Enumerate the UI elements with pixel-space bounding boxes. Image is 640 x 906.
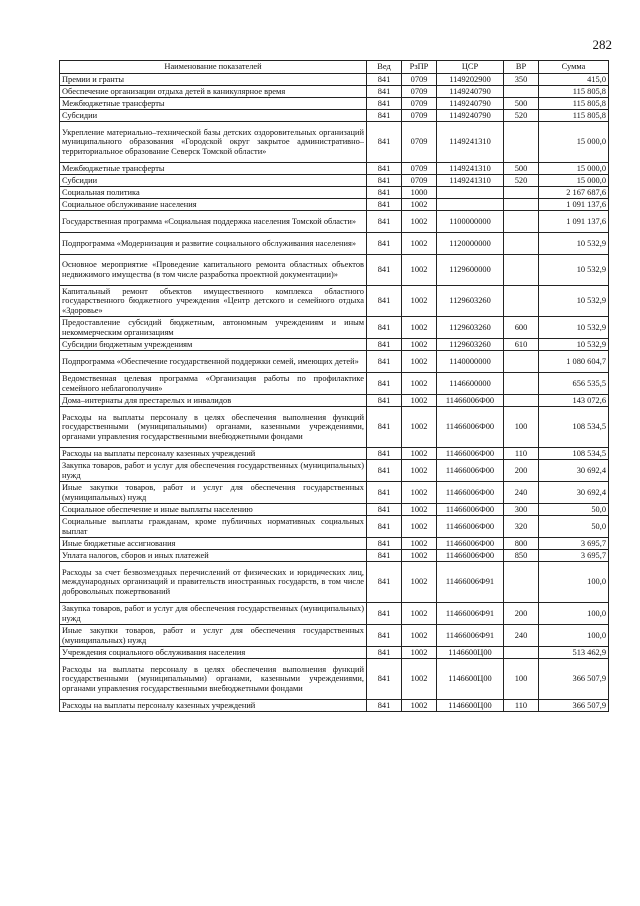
row-name-cell: Субсидии [60, 110, 367, 122]
row-csr-cell: 1149241310 [437, 175, 504, 187]
row-rzpr-cell: 0709 [402, 175, 437, 187]
row-sum-cell: 10 532,9 [539, 255, 609, 286]
row-name-cell: Подпрограмма «Обеспечение государственной поддержки семей, имеющих детей» [60, 351, 367, 373]
header-name: Наименование показателей [60, 61, 367, 74]
row-ved-cell: 841 [367, 233, 402, 255]
row-ved-cell: 841 [367, 448, 402, 460]
row-vr-cell: 520 [504, 110, 539, 122]
row-ved-cell: 841 [367, 286, 402, 317]
row-csr-cell: 1146600000 [437, 373, 504, 395]
table-row [60, 625, 609, 647]
row-ved-cell: 841 [367, 482, 402, 504]
row-csr-cell: 11466006Ф00 [437, 550, 504, 562]
row-name-cell: Межбюджетные трансферты [60, 98, 367, 110]
row-rzpr-cell: 0709 [402, 86, 437, 98]
row-sum-cell: 50,0 [539, 504, 609, 516]
row-rzpr-cell: 1002 [402, 460, 437, 482]
row-name-cell: Обеспечение организации отдыха детей в каникулярное время [60, 86, 367, 98]
row-csr-cell: 1129603260 [437, 339, 504, 351]
row-sum-cell: 366 507,9 [539, 700, 609, 712]
row-rzpr-cell: 1002 [402, 482, 437, 504]
row-ved-cell: 841 [367, 647, 402, 659]
row-ved-cell: 841 [367, 516, 402, 538]
header-csr: ЦСР [437, 61, 504, 74]
row-ved-cell: 841 [367, 317, 402, 339]
table-row [60, 317, 609, 339]
row-name-cell: Субсидии [60, 175, 367, 187]
row-rzpr-cell: 1002 [402, 395, 437, 407]
row-csr-cell: 11466006Ф00 [437, 460, 504, 482]
row-sum-cell: 1 091 137,6 [539, 211, 609, 233]
row-csr-cell: 11466006Ф91 [437, 562, 504, 603]
table-row [60, 163, 609, 175]
row-sum-cell: 50,0 [539, 516, 609, 538]
row-vr-cell: 200 [504, 603, 539, 625]
row-csr-cell: 11466006Ф00 [437, 516, 504, 538]
table-row [60, 175, 609, 187]
row-csr-cell: 1120000000 [437, 233, 504, 255]
table-header [60, 61, 609, 74]
row-ved-cell: 841 [367, 550, 402, 562]
page-number: 282 [592, 37, 612, 52]
row-rzpr-cell: 0709 [402, 110, 437, 122]
row-vr-cell: 300 [504, 504, 539, 516]
row-name-cell: Подпрограмма «Модернизация и развитие социального обслуживания населения» [60, 233, 367, 255]
row-csr-cell: 1129603260 [437, 286, 504, 317]
row-ved-cell: 841 [367, 339, 402, 351]
row-csr-cell: 1146600Ц00 [437, 647, 504, 659]
row-sum-cell: 30 692,4 [539, 482, 609, 504]
row-name-cell: Основное мероприятие «Проведение капитального ремонта областных объектов недвижимого имущества (в том числе разработка проектной документации)» [60, 255, 367, 286]
row-vr-cell [504, 199, 539, 211]
table-row [60, 516, 609, 538]
row-rzpr-cell: 1002 [402, 647, 437, 659]
row-ved-cell: 841 [367, 211, 402, 233]
row-rzpr-cell: 1002 [402, 373, 437, 395]
row-rzpr-cell: 1002 [402, 538, 437, 550]
row-name-cell: Укрепление материально–технической базы детских оздоровительных организаций муниципального образования «Городской округ закрытое административно–территориальное образование Северск Томской области» [60, 122, 367, 163]
row-sum-cell: 3 695,7 [539, 538, 609, 550]
row-vr-cell: 240 [504, 625, 539, 647]
row-name-cell: Уплата налогов, сборов и иных платежей [60, 550, 367, 562]
table-row [60, 407, 609, 448]
row-sum-cell: 415,0 [539, 74, 609, 86]
row-csr-cell: 1146600Ц00 [437, 659, 504, 700]
row-ved-cell: 841 [367, 504, 402, 516]
row-rzpr-cell: 0709 [402, 122, 437, 163]
row-name-cell: Социальная политика [60, 187, 367, 199]
row-rzpr-cell: 1002 [402, 211, 437, 233]
table-row [60, 373, 609, 395]
row-name-cell: Премии и гранты [60, 74, 367, 86]
row-vr-cell: 110 [504, 448, 539, 460]
row-sum-cell: 108 534,5 [539, 407, 609, 448]
row-name-cell: Межбюджетные трансферты [60, 163, 367, 175]
row-rzpr-cell: 1002 [402, 286, 437, 317]
row-vr-cell: 850 [504, 550, 539, 562]
row-vr-cell [504, 211, 539, 233]
row-vr-cell: 320 [504, 516, 539, 538]
row-rzpr-cell: 1000 [402, 187, 437, 199]
row-sum-cell: 10 532,9 [539, 339, 609, 351]
row-vr-cell [504, 255, 539, 286]
table-row [60, 448, 609, 460]
row-sum-cell: 513 462,9 [539, 647, 609, 659]
row-vr-cell [504, 562, 539, 603]
row-name-cell: Социальное обслуживание населения [60, 199, 367, 211]
table-row [60, 395, 609, 407]
row-ved-cell: 841 [367, 199, 402, 211]
row-sum-cell: 115 805,8 [539, 86, 609, 98]
table-row [60, 211, 609, 233]
row-sum-cell: 656 535,5 [539, 373, 609, 395]
row-name-cell: Расходы на выплаты персоналу казенных учреждений [60, 700, 367, 712]
row-ved-cell: 841 [367, 700, 402, 712]
row-rzpr-cell: 0709 [402, 163, 437, 175]
row-csr-cell: 1146600Ц00 [437, 700, 504, 712]
row-ved-cell: 841 [367, 86, 402, 98]
row-sum-cell: 1 091 137,6 [539, 199, 609, 211]
table-row [60, 233, 609, 255]
table-row [60, 86, 609, 98]
row-rzpr-cell: 1002 [402, 625, 437, 647]
row-vr-cell: 610 [504, 339, 539, 351]
row-vr-cell: 350 [504, 74, 539, 86]
row-vr-cell: 240 [504, 482, 539, 504]
row-ved-cell: 841 [367, 175, 402, 187]
row-rzpr-cell: 1002 [402, 562, 437, 603]
table-row [60, 98, 609, 110]
row-rzpr-cell: 1002 [402, 603, 437, 625]
row-ved-cell: 841 [367, 110, 402, 122]
header-sum: Сумма [539, 61, 609, 74]
row-vr-cell [504, 395, 539, 407]
row-vr-cell [504, 86, 539, 98]
row-sum-cell: 100,0 [539, 603, 609, 625]
row-rzpr-cell: 1002 [402, 700, 437, 712]
row-rzpr-cell: 1002 [402, 317, 437, 339]
row-ved-cell: 841 [367, 538, 402, 550]
row-sum-cell: 15 000,0 [539, 122, 609, 163]
row-sum-cell: 108 534,5 [539, 448, 609, 460]
row-csr-cell: 1149240790 [437, 110, 504, 122]
row-vr-cell [504, 351, 539, 373]
row-rzpr-cell: 1002 [402, 255, 437, 286]
row-name-cell: Социальное обеспечение и иные выплаты населению [60, 504, 367, 516]
row-csr-cell: 11466006Ф00 [437, 482, 504, 504]
table-row [60, 482, 609, 504]
row-ved-cell: 841 [367, 460, 402, 482]
row-name-cell: Иные закупки товаров, работ и услуг для обеспечения государственных (муниципальных) нужд [60, 482, 367, 504]
row-csr-cell: 1140000000 [437, 351, 504, 373]
row-name-cell: Дома–интернаты для престарелых и инвалидов [60, 395, 367, 407]
table-row [60, 122, 609, 163]
row-ved-cell: 841 [367, 562, 402, 603]
row-ved-cell: 841 [367, 659, 402, 700]
row-vr-cell: 100 [504, 407, 539, 448]
row-rzpr-cell: 1002 [402, 550, 437, 562]
row-csr-cell: 1149241310 [437, 122, 504, 163]
header-rzpr: РзПР [402, 61, 437, 74]
row-vr-cell: 600 [504, 317, 539, 339]
row-name-cell: Субсидии бюджетным учреждениям [60, 339, 367, 351]
row-sum-cell: 100,0 [539, 562, 609, 603]
row-name-cell: Предоставление субсидий бюджетным, автономным учреждениям и иным некоммерческим организациям [60, 317, 367, 339]
row-ved-cell: 841 [367, 163, 402, 175]
table-row [60, 700, 609, 712]
row-csr-cell: 11466006Ф91 [437, 603, 504, 625]
row-ved-cell: 841 [367, 122, 402, 163]
row-sum-cell: 1 080 604,7 [539, 351, 609, 373]
row-ved-cell: 841 [367, 74, 402, 86]
table-row [60, 460, 609, 482]
table-row [60, 538, 609, 550]
row-rzpr-cell: 1002 [402, 351, 437, 373]
table-row [60, 110, 609, 122]
budget-table [59, 60, 609, 712]
row-vr-cell: 110 [504, 700, 539, 712]
row-csr-cell: 1149241310 [437, 163, 504, 175]
row-name-cell: Расходы за счет безвозмездных перечислений от физических и юридических лиц, международных организаций и правительств иностранных государств, в том числе добровольных пожертвований [60, 562, 367, 603]
row-sum-cell: 115 805,8 [539, 98, 609, 110]
row-rzpr-cell: 1002 [402, 448, 437, 460]
row-rzpr-cell: 0709 [402, 74, 437, 86]
row-rzpr-cell: 1002 [402, 659, 437, 700]
row-vr-cell: 500 [504, 98, 539, 110]
row-name-cell: Учреждения социального обслуживания населения [60, 647, 367, 659]
row-sum-cell: 30 692,4 [539, 460, 609, 482]
header-vr: ВР [504, 61, 539, 74]
row-sum-cell: 15 000,0 [539, 175, 609, 187]
row-ved-cell: 841 [367, 407, 402, 448]
row-vr-cell [504, 187, 539, 199]
header-ved: Вед [367, 61, 402, 74]
row-vr-cell [504, 286, 539, 317]
table-row [60, 351, 609, 373]
row-csr-cell: 1149240790 [437, 86, 504, 98]
row-vr-cell [504, 647, 539, 659]
row-name-cell: Расходы на выплаты персоналу казенных учреждений [60, 448, 367, 460]
row-ved-cell: 841 [367, 395, 402, 407]
row-ved-cell: 841 [367, 373, 402, 395]
row-ved-cell: 841 [367, 351, 402, 373]
table-row [60, 504, 609, 516]
row-name-cell: Закупка товаров, работ и услуг для обеспечения государственных (муниципальных) нужд [60, 603, 367, 625]
row-csr-cell: 11466006Ф00 [437, 395, 504, 407]
table-row [60, 199, 609, 211]
row-vr-cell: 520 [504, 175, 539, 187]
row-name-cell: Капитальный ремонт объектов имущественного комплекса областного государственного бюджетного учреждения «Центр детского и семейного отдыха «Здоровье» [60, 286, 367, 317]
table-row [60, 647, 609, 659]
row-sum-cell: 15 000,0 [539, 163, 609, 175]
row-sum-cell: 10 532,9 [539, 233, 609, 255]
row-rzpr-cell: 0709 [402, 98, 437, 110]
table-row [60, 339, 609, 351]
table-body [60, 74, 609, 712]
row-csr-cell: 11466006Ф00 [437, 407, 504, 448]
row-name-cell: Расходы на выплаты персоналу в целях обеспечения выполнения функций государственными (муниципальными) органами, казенными учреждениями, органами управления государственными внебюджетными фондами [60, 659, 367, 700]
table-row [60, 659, 609, 700]
row-csr-cell: 1129600000 [437, 255, 504, 286]
row-csr-cell [437, 187, 504, 199]
row-sum-cell: 2 167 687,6 [539, 187, 609, 199]
table-row [60, 550, 609, 562]
row-csr-cell: 1149240790 [437, 98, 504, 110]
row-name-cell: Государственная программа «Социальная поддержка населения Томской области» [60, 211, 367, 233]
row-csr-cell: 11466006Ф91 [437, 625, 504, 647]
row-rzpr-cell: 1002 [402, 339, 437, 351]
row-vr-cell: 800 [504, 538, 539, 550]
row-vr-cell [504, 373, 539, 395]
row-sum-cell: 115 805,8 [539, 110, 609, 122]
row-sum-cell: 366 507,9 [539, 659, 609, 700]
row-rzpr-cell: 1002 [402, 407, 437, 448]
table-row [60, 187, 609, 199]
row-sum-cell: 100,0 [539, 625, 609, 647]
table-row [60, 74, 609, 86]
row-csr-cell: 1129603260 [437, 317, 504, 339]
row-rzpr-cell: 1002 [402, 233, 437, 255]
row-sum-cell: 10 532,9 [539, 317, 609, 339]
row-name-cell: Закупка товаров, работ и услуг для обеспечения государственных (муниципальных) нужд [60, 460, 367, 482]
row-csr-cell: 1100000000 [437, 211, 504, 233]
row-vr-cell: 500 [504, 163, 539, 175]
row-ved-cell: 841 [367, 98, 402, 110]
row-rzpr-cell: 1002 [402, 516, 437, 538]
row-csr-cell [437, 199, 504, 211]
row-name-cell: Иные закупки товаров, работ и услуг для обеспечения государственных (муниципальных) нужд [60, 625, 367, 647]
row-vr-cell [504, 122, 539, 163]
row-csr-cell: 11466006Ф00 [437, 448, 504, 460]
row-sum-cell: 143 072,6 [539, 395, 609, 407]
row-name-cell: Расходы на выплаты персоналу в целях обеспечения выполнения функций государственными (муниципальными) органами, казенными учреждениями, органами управления государственными внебюджетными фондами [60, 407, 367, 448]
row-vr-cell [504, 233, 539, 255]
row-rzpr-cell: 1002 [402, 504, 437, 516]
row-sum-cell: 3 695,7 [539, 550, 609, 562]
table-row [60, 286, 609, 317]
row-ved-cell: 841 [367, 625, 402, 647]
table-row [60, 603, 609, 625]
row-ved-cell: 841 [367, 603, 402, 625]
row-name-cell: Иные бюджетные ассигнования [60, 538, 367, 550]
row-name-cell: Социальные выплаты гражданам, кроме публичных нормативных социальных выплат [60, 516, 367, 538]
row-name-cell: Ведомственная целевая программа «Организация работы по профилактике семейного неблагополучия» [60, 373, 367, 395]
row-csr-cell: 11466006Ф00 [437, 504, 504, 516]
row-rzpr-cell: 1002 [402, 199, 437, 211]
row-ved-cell: 841 [367, 255, 402, 286]
row-sum-cell: 10 532,9 [539, 286, 609, 317]
row-csr-cell: 11466006Ф00 [437, 538, 504, 550]
row-ved-cell: 841 [367, 187, 402, 199]
row-vr-cell: 100 [504, 659, 539, 700]
table-row [60, 562, 609, 603]
row-csr-cell: 1149202900 [437, 74, 504, 86]
table-row [60, 255, 609, 286]
row-vr-cell: 200 [504, 460, 539, 482]
